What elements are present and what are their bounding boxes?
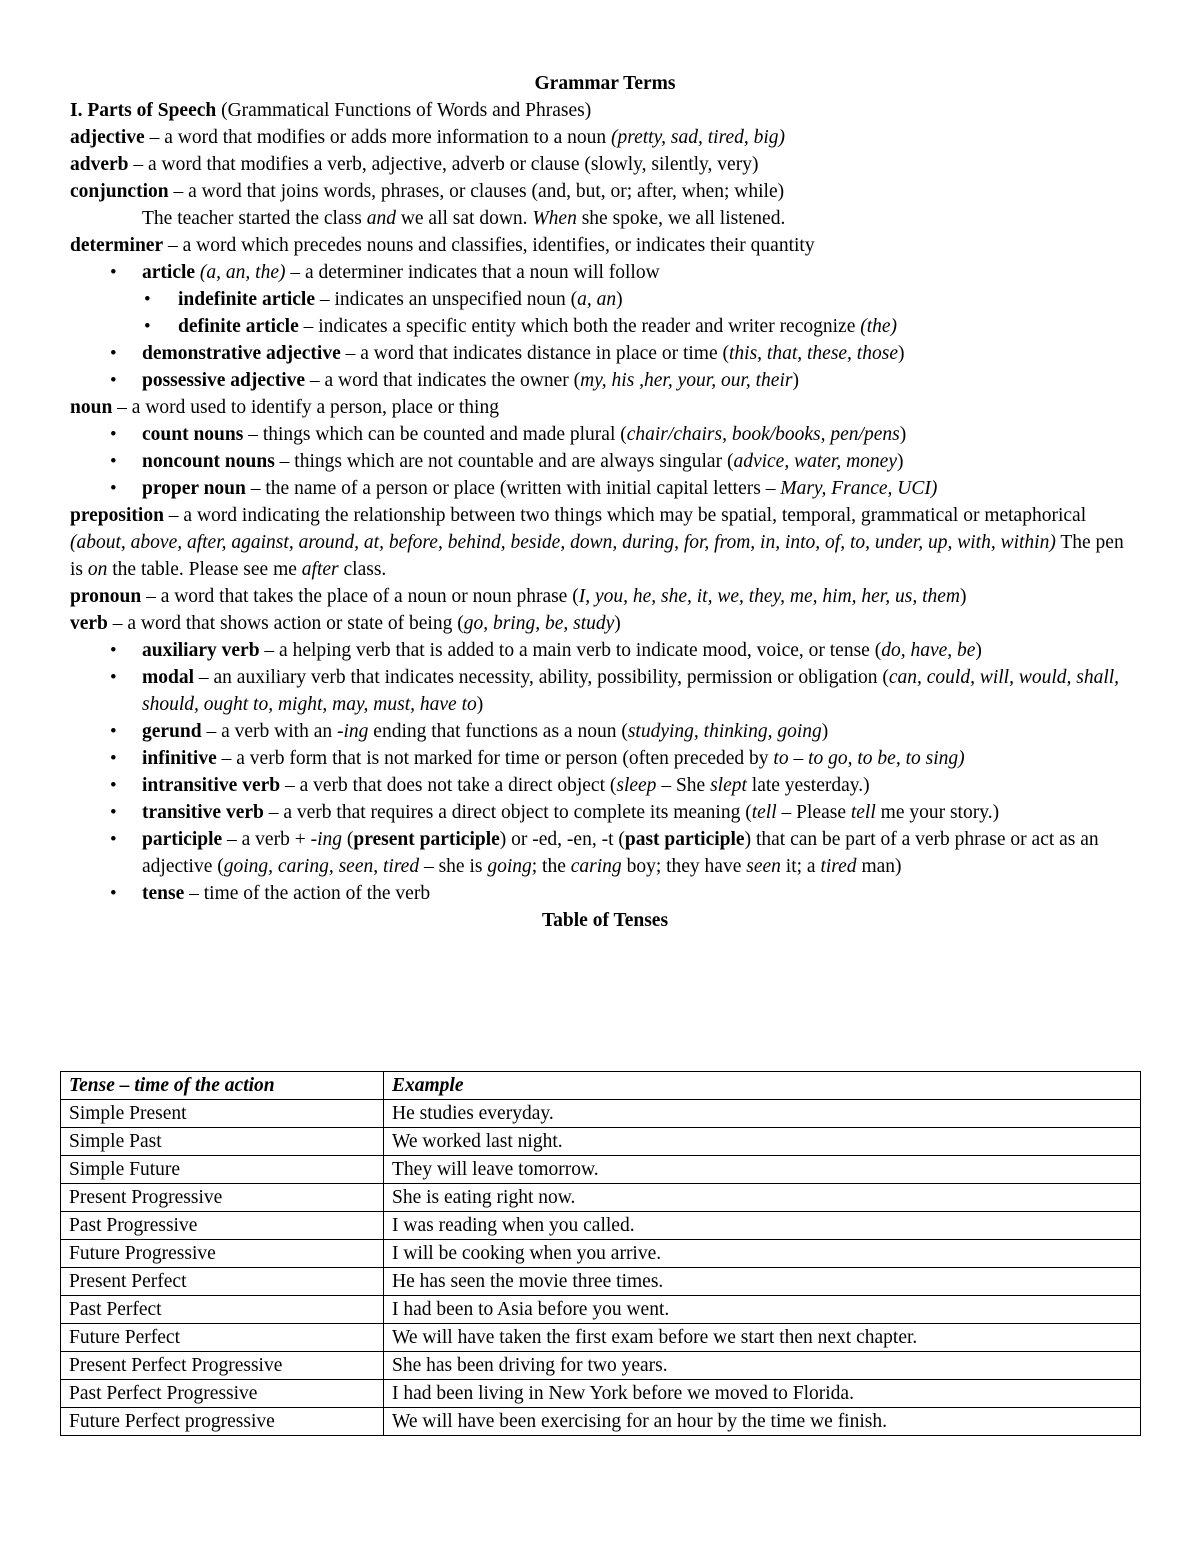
def-adverb: adverb – a word that modifies a verb, adjective, adverb or clause (slowly, silently, very) (70, 154, 759, 175)
column-header: Tense – time of the action (61, 1072, 384, 1100)
list-item: • infinitive – a verb form that is not marked for time or person (often preceded by to – to go, to be, to sing) (70, 745, 1140, 772)
table-row (61, 1352, 1141, 1380)
tense-cell: Future Perfect (61, 1324, 384, 1352)
def-adjective: adjective – a word that modifies or adds more information to a noun (pretty, sad, tired, big) (70, 127, 786, 148)
tense-cell: Present Perfect (61, 1268, 384, 1296)
tense-cell: Simple Past (61, 1128, 384, 1156)
tense-cell: Future Progressive (61, 1240, 384, 1268)
list-item: • definite article – indicates a specific entity which both the reader and writer recognize (the) (142, 313, 1140, 340)
list-item: • demonstrative adjective – a word that indicates distance in place or time (this, that, these, those) (70, 340, 1140, 367)
table-row (61, 1212, 1141, 1240)
tense-cell: Present Perfect Progressive (61, 1352, 384, 1380)
tenses-table (60, 1071, 1141, 1436)
conjunction-example: The teacher started the class and we all sat down. When she spoke, we all listened. (142, 208, 786, 229)
tense-cell: Simple Present (61, 1100, 384, 1128)
article-sublist (142, 286, 1140, 340)
list-item: • article (a, an, the) – a determiner indicates that a noun will follow • indefinite article – indicates an unspecified noun (a, an) • definite article – indicates a specific entity which both the reader and writer recognize (the) (70, 259, 1140, 340)
table-title: Table of Tenses (541, 910, 669, 931)
list-item: • indefinite article – indicates an unspecified noun (a, an) (142, 286, 1140, 313)
document-page (70, 70, 1140, 934)
list-item: • auxiliary verb – a helping verb that is added to a main verb to indicate mood, voice, or tense (do, have, be) (70, 637, 1140, 664)
noun-list (70, 421, 1140, 502)
def-noun: noun – a word used to identify a person, place or thing (70, 397, 499, 418)
def-conjunction: conjunction – a word that joins words, phrases, or clauses (and, but, or; after, when; while) (70, 181, 785, 202)
table-row (61, 1324, 1141, 1352)
verb-list (70, 637, 1140, 907)
table-row (61, 1100, 1141, 1128)
list-item: • transitive verb – a verb that requires a direct object to complete its meaning (tell – Please tell me your story.) (70, 799, 1140, 826)
def-determiner: determiner – a word which precedes nouns and classifies, identifies, or indicates their quantity (70, 235, 815, 256)
tense-cell: Future Perfect progressive (61, 1408, 384, 1436)
table-row (61, 1408, 1141, 1436)
list-item: • tense – time of the action of the verb (70, 880, 1140, 907)
page-title: Grammar Terms (534, 73, 676, 94)
example-cell: She has been driving for two years. (384, 1352, 1141, 1380)
table-row (61, 1156, 1141, 1184)
list-item: • count nouns – things which can be counted and made plural (chair/chairs, book/books, pen/pens) (70, 421, 1140, 448)
example-cell: We will have taken the first exam before we start then next chapter. (384, 1324, 1141, 1352)
def-pronoun: pronoun – a word that takes the place of a noun or noun phrase (I, you, he, she, it, we, they, me, him, her, us, them) (70, 586, 967, 607)
list-item: • participle – a verb + -ing (present participle) or -ed, -en, -t (past participle) that can be part of a verb phrase or act as an adjective (going, caring, seen, tired – she is going; the caring boy; they have seen it; a tired man) (70, 826, 1140, 880)
example-cell: I will be cooking when you arrive. (384, 1240, 1141, 1268)
tense-cell: Past Progressive (61, 1212, 384, 1240)
table-header-row (61, 1072, 1141, 1100)
section-heading: I. Parts of Speech (Grammatical Functions of Words and Phrases) (70, 100, 592, 121)
example-cell: I had been living in New York before we moved to Florida. (384, 1380, 1141, 1408)
table-row (61, 1184, 1141, 1212)
table-row (61, 1268, 1141, 1296)
determiner-list (70, 259, 1140, 394)
column-header: Example (384, 1072, 1141, 1100)
tense-cell: Simple Future (61, 1156, 384, 1184)
def-verb: verb – a word that shows action or state of being (go, bring, be, study) (70, 613, 621, 634)
def-preposition: preposition – a word indicating the relationship between two things which may be spatial, temporal, grammatical or metaphorical (about, above, after, against, around, at, before, behind, beside, down, during, for, from, in, into, of, to, under, up, with, within) The pen is on the table. Please see me after class. (70, 505, 1124, 580)
table-row (61, 1296, 1141, 1324)
example-cell: She is eating right now. (384, 1184, 1141, 1212)
list-item: • proper noun – the name of a person or place (written with initial capital letters – Mary, France, UCI) (70, 475, 1140, 502)
tense-cell: Past Perfect Progressive (61, 1380, 384, 1408)
list-item: • modal – an auxiliary verb that indicates necessity, ability, possibility, permission or obligation (can, could, will, would, shall, should, ought to, might, may, must, have to) (70, 664, 1140, 718)
example-cell: They will leave tomorrow. (384, 1156, 1141, 1184)
example-cell: I had been to Asia before you went. (384, 1296, 1141, 1324)
example-cell: We will have been exercising for an hour by the time we finish. (384, 1408, 1141, 1436)
example-cell: I was reading when you called. (384, 1212, 1141, 1240)
table-row (61, 1240, 1141, 1268)
list-item: • noncount nouns – things which are not countable and are always singular (advice, water, money) (70, 448, 1140, 475)
example-cell: We worked last night. (384, 1128, 1141, 1156)
table-row (61, 1380, 1141, 1408)
list-item: • possessive adjective – a word that indicates the owner (my, his ,her, your, our, their) (70, 367, 1140, 394)
example-cell: He has seen the movie three times. (384, 1268, 1141, 1296)
list-item: • gerund – a verb with an -ing ending that functions as a noun (studying, thinking, going) (70, 718, 1140, 745)
tense-cell: Present Progressive (61, 1184, 384, 1212)
example-cell: He studies everyday. (384, 1100, 1141, 1128)
tense-cell: Past Perfect (61, 1296, 384, 1324)
table-row (61, 1128, 1141, 1156)
list-item: • intransitive verb – a verb that does not take a direct object (sleep – She slept late yesterday.) (70, 772, 1140, 799)
